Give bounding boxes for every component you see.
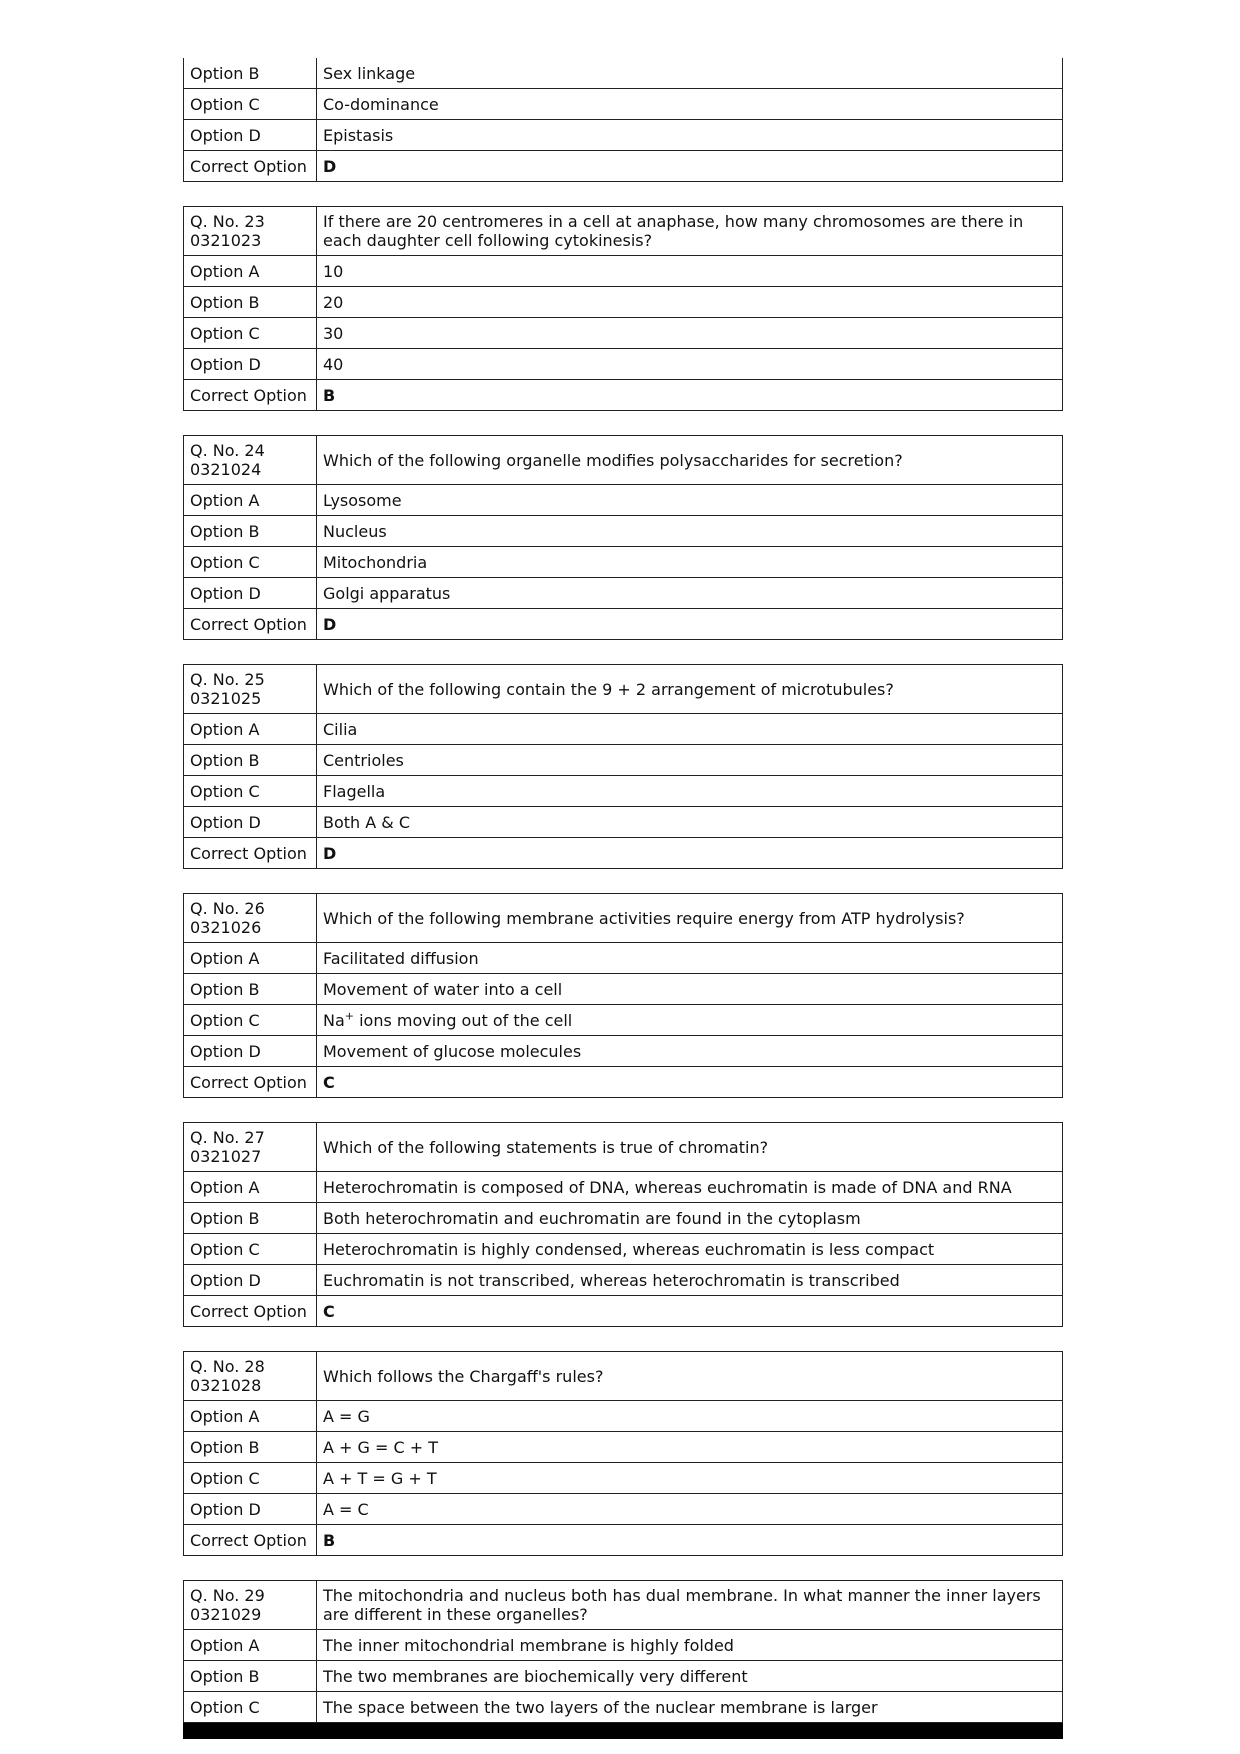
correct-option-label: Correct Option [184, 609, 317, 640]
question-text: The mitochondria and nucleus both has dual membrane. In what manner the inner layers are different in these organelles? [317, 1581, 1063, 1630]
question-code: 0321023 [190, 231, 262, 250]
correct-option-label: Correct Option [184, 1296, 317, 1327]
option-label: Option C [184, 776, 317, 807]
option-row-d [184, 807, 1063, 838]
sodium-symbol: Na [323, 1010, 345, 1030]
option-row-d [184, 1265, 1063, 1296]
option-text: 20 [317, 287, 1063, 318]
question-text: If there are 20 centromeres in a cell at anaphase, how many chromosomes are there in each daughter cell following cytokinesis? [317, 207, 1063, 256]
option-row-a [184, 1630, 1063, 1661]
question-sheet [183, 58, 1063, 1739]
option-text: 40 [317, 349, 1063, 380]
option-label: Option D [184, 578, 317, 609]
option-row-a [184, 256, 1063, 287]
option-text: Epistasis [317, 120, 1063, 151]
correct-option-row [184, 1525, 1063, 1556]
question-header-row [184, 436, 1063, 485]
option-row-a [184, 485, 1063, 516]
option-text-rest: ions moving out of the cell [354, 1010, 573, 1030]
option-label: Option D [184, 1265, 317, 1296]
question-text: Which of the following statements is true of chromatin? [317, 1123, 1063, 1172]
option-row-a [184, 714, 1063, 745]
correct-option-label: Correct Option [184, 380, 317, 411]
question-table-26 [183, 893, 1063, 1098]
correct-option-value: B [317, 380, 1063, 411]
question-text: Which follows the Chargaff's rules? [317, 1352, 1063, 1401]
ion-charge: + [344, 1009, 354, 1023]
option-row-c [184, 1692, 1063, 1723]
option-row-b [184, 287, 1063, 318]
option-label: Option A [184, 943, 317, 974]
question-number: Q. No. 23 [190, 212, 265, 231]
option-text [317, 1005, 1063, 1036]
question-code: 0321028 [190, 1376, 262, 1395]
option-row-a [184, 943, 1063, 974]
option-text: Sex linkage [317, 58, 1063, 89]
option-text: Facilitated diffusion [317, 943, 1063, 974]
option-label: Option A [184, 256, 317, 287]
question-number-cell [184, 894, 317, 943]
question-number: Q. No. 29 [190, 1586, 265, 1605]
option-row-c [184, 89, 1063, 120]
option-label: Option B [184, 516, 317, 547]
option-label: Option D [184, 1036, 317, 1067]
option-label: Option B [184, 1661, 317, 1692]
option-label: Option B [184, 745, 317, 776]
question-number-cell [184, 207, 317, 256]
option-text: A + T = G + T [317, 1463, 1063, 1494]
option-text: Centrioles [317, 745, 1063, 776]
option-label: Option A [184, 1401, 317, 1432]
question-number: Q. No. 25 [190, 670, 265, 689]
question-header-row [184, 1581, 1063, 1630]
option-text: Mitochondria [317, 547, 1063, 578]
option-label: Option B [184, 1432, 317, 1463]
option-label: Option A [184, 485, 317, 516]
option-text: Movement of water into a cell [317, 974, 1063, 1005]
question-header-row [184, 1123, 1063, 1172]
correct-option-row [184, 380, 1063, 411]
option-row-b [184, 745, 1063, 776]
question-header-row [184, 207, 1063, 256]
option-text: Movement of glucose molecules [317, 1036, 1063, 1067]
correct-option-value: B [317, 1525, 1063, 1556]
question-table-28 [183, 1351, 1063, 1556]
correct-option-row [184, 1067, 1063, 1098]
option-label: Option D [184, 1494, 317, 1525]
option-text: Both heterochromatin and euchromatin are found in the cytoplasm [317, 1203, 1063, 1234]
option-label: Option C [184, 1234, 317, 1265]
question-text: Which of the following organelle modifies polysaccharides for secretion? [317, 436, 1063, 485]
question-table-29 [183, 1580, 1063, 1723]
option-text: Heterochromatin is composed of DNA, whereas euchromatin is made of DNA and RNA [317, 1172, 1063, 1203]
option-row-b [184, 1661, 1063, 1692]
correct-option-row [184, 609, 1063, 640]
question-text: Which of the following contain the 9 + 2 arrangement of microtubules? [317, 665, 1063, 714]
correct-option-label: Correct Option [184, 1067, 317, 1098]
question-table-25 [183, 664, 1063, 869]
option-row-d [184, 120, 1063, 151]
correct-option-label: Correct Option [184, 151, 317, 182]
option-text: Nucleus [317, 516, 1063, 547]
option-row-a [184, 1172, 1063, 1203]
option-text: Heterochromatin is highly condensed, whereas euchromatin is less compact [317, 1234, 1063, 1265]
option-label: Option A [184, 1172, 317, 1203]
question-header-row [184, 1352, 1063, 1401]
question-header-row [184, 665, 1063, 714]
option-label: Option D [184, 120, 317, 151]
option-text: The inner mitochondrial membrane is highly folded [317, 1630, 1063, 1661]
correct-option-label: Correct Option [184, 838, 317, 869]
option-text: The space between the two layers of the nuclear membrane is larger [317, 1692, 1063, 1723]
option-text: Euchromatin is not transcribed, whereas heterochromatin is transcribed [317, 1265, 1063, 1296]
question-code: 0321027 [190, 1147, 262, 1166]
option-text: The two membranes are biochemically very different [317, 1661, 1063, 1692]
option-row-b [184, 974, 1063, 1005]
option-row-c [184, 1463, 1063, 1494]
correct-option-value: D [317, 609, 1063, 640]
question-number-cell [184, 1352, 317, 1401]
question-text: Which of the following membrane activities require energy from ATP hydrolysis? [317, 894, 1063, 943]
option-text: Lysosome [317, 485, 1063, 516]
option-text: Golgi apparatus [317, 578, 1063, 609]
question-code: 0321025 [190, 689, 262, 708]
option-row-b [184, 1203, 1063, 1234]
question-table-23 [183, 206, 1063, 411]
option-text: Co-dominance [317, 89, 1063, 120]
correct-option-value: C [317, 1296, 1063, 1327]
option-row-d [184, 1494, 1063, 1525]
question-code: 0321026 [190, 918, 262, 937]
question-number: Q. No. 26 [190, 899, 265, 918]
question-header-row [184, 894, 1063, 943]
option-label: Option B [184, 1203, 317, 1234]
option-row-c [184, 1005, 1063, 1036]
option-text: Flagella [317, 776, 1063, 807]
correct-option-row [184, 838, 1063, 869]
option-text: Cilia [317, 714, 1063, 745]
option-text: Both A & C [317, 807, 1063, 838]
question-table-24 [183, 435, 1063, 640]
question-code: 0321029 [190, 1605, 262, 1624]
option-label: Option B [184, 58, 317, 89]
question-number-cell [184, 1581, 317, 1630]
correct-option-value: D [317, 151, 1063, 182]
option-label: Option C [184, 547, 317, 578]
option-row-c [184, 318, 1063, 349]
question-code: 0321024 [190, 460, 262, 479]
option-label: Option C [184, 318, 317, 349]
option-text: 10 [317, 256, 1063, 287]
option-row-b [184, 1432, 1063, 1463]
option-label: Option C [184, 89, 317, 120]
correct-option-value: D [317, 838, 1063, 869]
option-row-c [184, 1234, 1063, 1265]
option-label: Option B [184, 974, 317, 1005]
option-row-d [184, 349, 1063, 380]
question-number-cell [184, 436, 317, 485]
option-row-c [184, 547, 1063, 578]
option-text: A = G [317, 1401, 1063, 1432]
option-row-c [184, 776, 1063, 807]
option-row-a [184, 1401, 1063, 1432]
correct-option-value: C [317, 1067, 1063, 1098]
option-label: Option A [184, 714, 317, 745]
question-number-cell [184, 1123, 317, 1172]
option-row-b [184, 516, 1063, 547]
question-table-22 [183, 58, 1063, 182]
question-number: Q. No. 27 [190, 1128, 265, 1147]
correct-option-label: Correct Option [184, 1525, 317, 1556]
correct-option-row [184, 151, 1063, 182]
option-text: A = C [317, 1494, 1063, 1525]
option-label: Option C [184, 1692, 317, 1723]
option-row-d [184, 578, 1063, 609]
page-cutoff-bar [183, 1723, 1063, 1739]
option-label: Option D [184, 807, 317, 838]
option-row-d [184, 1036, 1063, 1067]
correct-option-row [184, 1296, 1063, 1327]
option-label: Option A [184, 1630, 317, 1661]
option-label: Option C [184, 1463, 317, 1494]
question-number: Q. No. 28 [190, 1357, 265, 1376]
question-table-27 [183, 1122, 1063, 1327]
option-label: Option B [184, 287, 317, 318]
option-row-b [184, 58, 1063, 89]
option-label: Option C [184, 1005, 317, 1036]
option-text: A + G = C + T [317, 1432, 1063, 1463]
option-text: 30 [317, 318, 1063, 349]
question-number: Q. No. 24 [190, 441, 265, 460]
question-number-cell [184, 665, 317, 714]
option-label: Option D [184, 349, 317, 380]
